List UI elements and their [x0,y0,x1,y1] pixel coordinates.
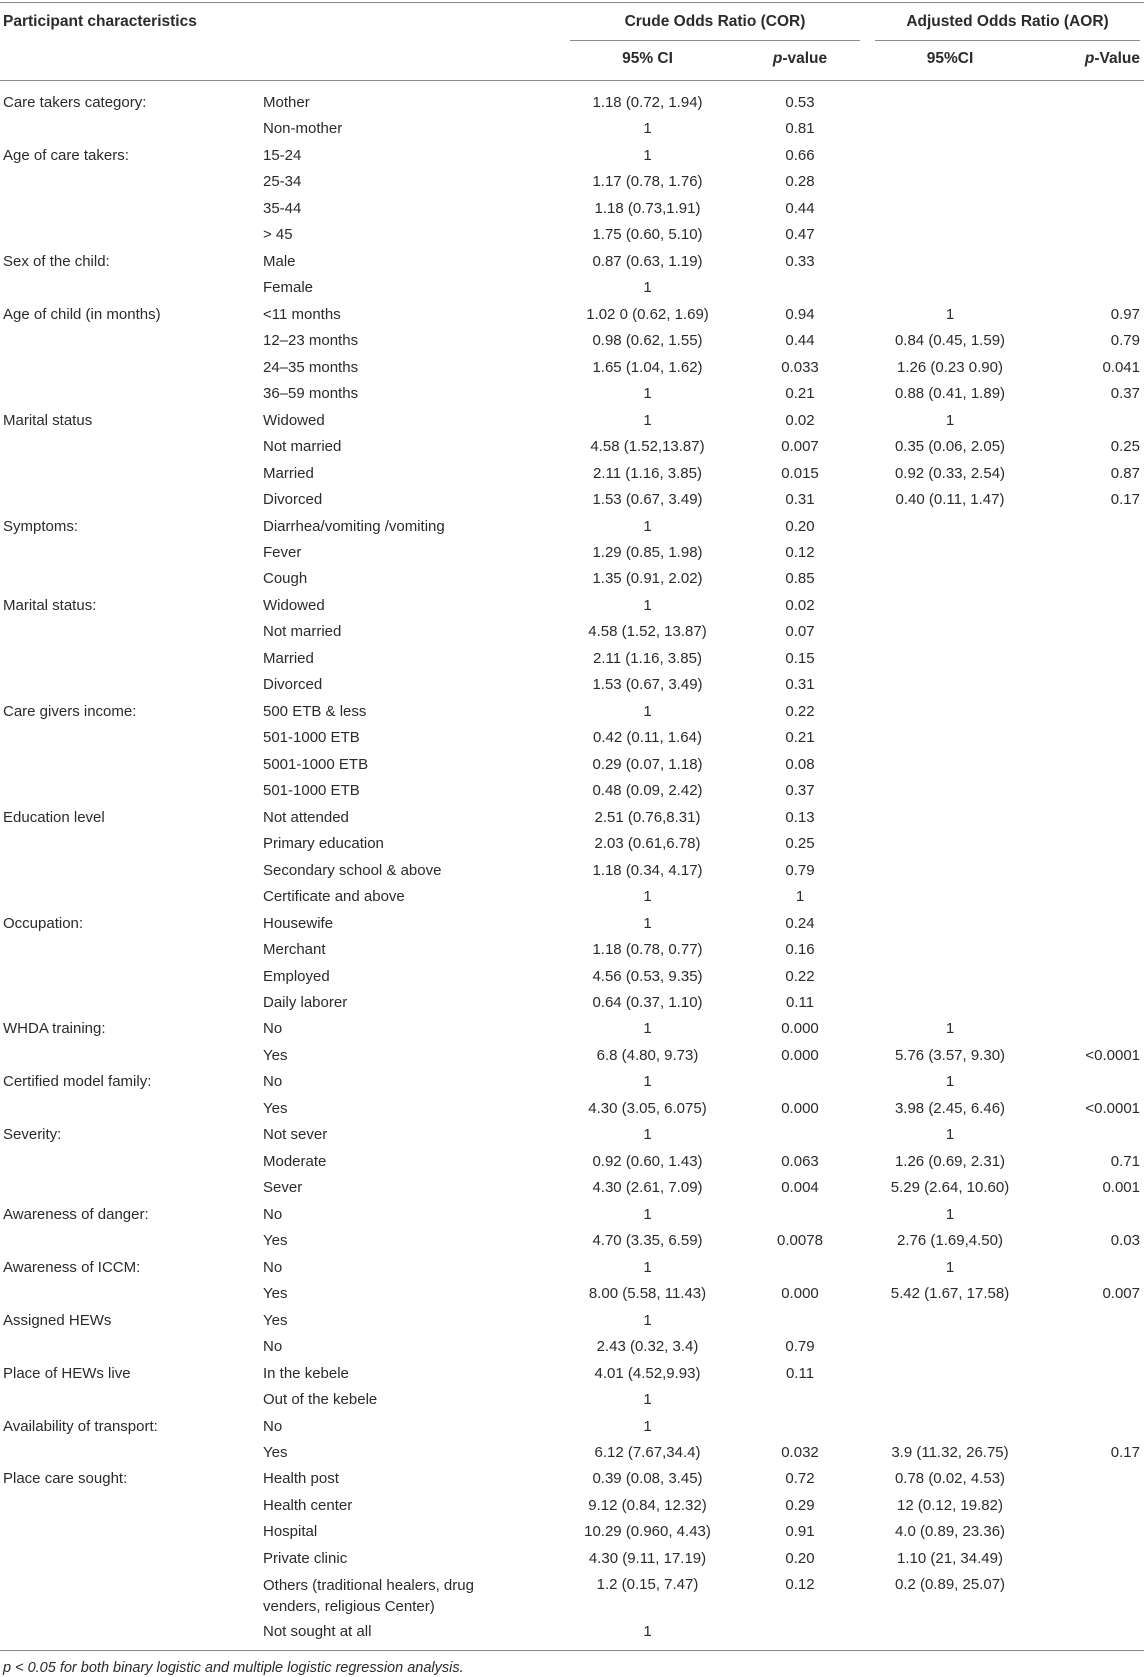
table-row [0,90,1144,116]
cor-pvalue-cell: 0.47 [785,226,815,244]
cor-pvalue-cell: 0.063 [781,1152,819,1170]
cor-ci-cell: 1.29 (0.85, 1.98) [592,543,703,561]
row-subcategory: 5001-1000 ETB [263,755,369,773]
row-group-label: Education level [3,808,105,826]
row-subcategory: Daily laborer [263,993,348,1011]
cor-pvalue-cell: 0.94 [785,305,815,323]
row-subcategory: 501-1000 ETB [263,782,360,800]
table-row [0,1414,1144,1440]
cor-pvalue-cell: 0.81 [785,120,815,138]
row-subcategory: Primary education [263,835,384,853]
aor-pvalue-cell: 0.97 [1110,305,1140,323]
cor-pvalue-cell: 0.85 [785,570,815,588]
row-subcategory: Not sever [263,1126,328,1144]
table-row [0,831,1144,857]
cor-pvalue-cell: 0.12 [785,1576,815,1594]
table-row [0,1361,1144,1387]
cor-ci-cell: 4.30 (3.05, 6.075) [588,1099,707,1117]
cor-ci-cell: 9.12 (0.84, 12.32) [588,1496,707,1514]
cor-ci-cell: 0.39 (0.08, 3.45) [592,1470,703,1488]
table-row [0,1334,1144,1360]
table-row [0,302,1144,328]
row-subcategory: Female [263,279,314,297]
cor-pvalue-cell: 0.37 [785,782,815,800]
cor-ci-cell: 0.98 (0.62, 1.55) [592,332,703,350]
row-subcategory: Hospital [263,1523,318,1541]
aor-ci-cell: 5.42 (1.67, 17.58) [890,1285,1010,1303]
aor-pvalue-cell: 0.79 [1110,332,1140,350]
cor-pvalue-cell: 0.20 [785,1549,815,1567]
row-subcategory: Widowed [263,596,325,614]
cor-ci-cell: 1 [643,1622,652,1640]
cor-ci-cell: 2.11 (1.16, 3.85) [593,649,702,667]
cor-ci-cell: 2.43 (0.32, 3.4) [596,1338,699,1356]
table-row [0,196,1144,222]
cor-pvalue-cell: 0.15 [785,649,815,667]
table-row [0,1281,1144,1307]
table-row [0,699,1144,725]
table-row [0,1149,1144,1175]
row-subcategory: Not attended [263,808,349,826]
row-group-label: Certified model family: [3,1073,152,1091]
cor-ci-cell: 0.48 (0.09, 2.42) [592,782,703,800]
row-subcategory: Yes [263,1285,288,1303]
cor-ci-cell: 8.00 (5.58, 11.43) [588,1285,707,1303]
cor-ci-cell: 1.53 (0.67, 3.49) [592,491,703,509]
row-group-label: Awareness of danger: [3,1205,149,1223]
table-row [0,381,1144,407]
table-row [0,1202,1144,1228]
cor-pvalue-cell: 1 [795,888,805,906]
row-subcategory: Fever [263,543,302,561]
row-subcategory: Private clinic [263,1549,348,1567]
cor-pvalue-cell: 0.004 [781,1179,819,1197]
header-cor-p-italic: p [772,50,783,67]
row-subcategory: Cough [263,570,308,588]
table-row [0,884,1144,910]
cor-ci-cell: 1.75 (0.60, 5.10) [592,226,703,244]
table-row [0,1122,1144,1148]
row-group-label: Assigned HEWs [3,1311,112,1329]
cor-pvalue-cell: 0.31 [785,491,815,509]
row-subcategory: No [263,1338,283,1356]
aor-pvalue-cell: <0.0001 [1085,1099,1140,1117]
cor-ci-cell: 4.58 (1.52, 13.87) [588,623,707,641]
row-subcategory: Not married [263,623,342,641]
cor-pvalue-cell: 0.000 [781,1099,819,1117]
aor-ci-cell: 3.98 (2.45, 6.46) [894,1099,1006,1117]
table-row [0,143,1144,169]
cor-ci-cell: 1 [643,596,652,614]
table-row [0,1546,1144,1572]
header-aor-ci: 95%CI [926,50,974,67]
table-row [0,1387,1144,1413]
row-subcategory: Moderate [263,1152,327,1170]
row-subcategory: Male [263,252,296,270]
cor-ci-cell: 1.2 (0.15, 7.47) [596,1576,699,1594]
table-row [0,725,1144,751]
cor-ci-cell: 1 [643,279,652,297]
cor-pvalue-cell: 0.02 [785,596,815,614]
cor-ci-cell: 2.03 (0.61,6.78) [594,835,701,853]
table-row [0,672,1144,698]
table-row [0,646,1144,672]
table-row [0,487,1144,513]
cor-ci-cell: 1 [643,914,652,932]
cor-ci-cell: 2.11 (1.16, 3.85) [593,464,702,482]
cor-pvalue-cell: 0.44 [785,199,815,217]
table-row [0,1069,1144,1095]
cor-ci-cell: 1.65 (1.04, 1.62) [592,358,703,376]
table-row [0,222,1144,248]
row-group-label: Symptoms: [3,517,79,535]
cor-group-rule [570,40,860,41]
cor-ci-cell: 1.18 (0.73,1.91) [594,199,701,217]
row-subcategory: Diarrhea/vomiting /vomiting [263,517,445,535]
row-subcategory: 36–59 months [263,385,359,403]
row-group-label: Sex of the child: [3,252,110,270]
row-subcategory: Non-mother [263,120,343,138]
header-crude-odds-ratio: Crude Odds Ratio (COR) [624,13,806,30]
cor-ci-cell: 1.17 (0.78, 1.76) [592,173,703,191]
cor-pvalue-cell: 0.53 [785,94,815,111]
cor-ci-cell: 1.35 (0.91, 2.02) [592,570,703,588]
table-row [0,911,1144,937]
cor-pvalue-cell: 0.91 [785,1523,815,1541]
table-row [0,514,1144,540]
aor-pvalue-cell: 0.37 [1110,385,1140,403]
header-aor-p-rest: -Value [1094,50,1140,67]
aor-ci-cell: 12 (0.12, 19.82) [897,1496,1003,1514]
row-group-label: Marital status [3,411,93,429]
header-bottom-rule [0,80,1144,81]
cor-ci-cell: 2.51 (0.76,8.31) [594,808,701,826]
table-row [0,1619,1144,1645]
table-row [0,408,1144,434]
cor-pvalue-cell: 0.33 [785,252,815,270]
row-subcategory: In the kebele [263,1364,349,1382]
row-subcategory: Health center [263,1496,353,1514]
cor-pvalue-cell: 0.13 [785,808,815,826]
row-subcategory: No [263,1258,283,1276]
table-row [0,858,1144,884]
table-row [0,964,1144,990]
row-group-label: WHDA training: [3,1020,106,1038]
row-subcategory: Out of the kebele [263,1391,378,1409]
row-subcategory: 500 ETB & less [263,702,367,720]
row-subcategory: Yes [263,1443,288,1461]
top-rule [0,2,1144,3]
aor-pvalue-cell: 0.041 [1102,358,1140,376]
row-subcategory: No [263,1417,283,1435]
aor-ci-cell: 1 [945,1258,955,1276]
cor-pvalue-cell: 0.22 [785,967,815,985]
aor-ci-cell: 1 [945,1020,955,1038]
cor-ci-cell: 1.18 (0.34, 4.17) [592,861,703,879]
cor-pvalue-cell: 0.015 [781,464,819,482]
row-subcategory: Widowed [263,411,325,429]
cor-ci-cell: 4.70 (3.35, 6.59) [592,1232,703,1250]
row-subcategory: Yes [263,1046,288,1064]
cor-pvalue-cell: 0.66 [785,146,815,164]
cor-ci-cell: 0.64 (0.37, 1.10) [592,993,703,1011]
cor-ci-cell: 1 [643,1126,652,1144]
cor-ci-cell: 1 [643,1258,652,1276]
table-row [0,1308,1144,1334]
cor-pvalue-cell: 0.0078 [777,1232,823,1250]
cor-pvalue-cell: 0.72 [785,1470,815,1488]
aor-ci-cell: 0.84 (0.45, 1.59) [894,332,1006,350]
table-row [0,937,1144,963]
cor-pvalue-cell: 0.44 [785,332,815,350]
row-subcategory: Yes [263,1099,288,1117]
table-row [0,461,1144,487]
row-group-label: Age of care takers: [3,146,129,164]
aor-pvalue-cell: <0.0001 [1085,1046,1140,1064]
row-subcategory: Sever [263,1179,303,1197]
cor-pvalue-cell: 0.032 [781,1443,819,1461]
row-group-label: Place care sought: [3,1470,128,1488]
cor-pvalue-cell: 0.033 [781,358,819,376]
bottom-rule [0,1650,1144,1651]
aor-ci-cell: 0.35 (0.06, 2.05) [894,438,1006,456]
row-group-label: Awareness of ICCM: [3,1258,141,1276]
table-row [0,778,1144,804]
table-row [0,1043,1144,1069]
table-row [0,1016,1144,1042]
aor-ci-cell: 1 [945,411,955,429]
row-subcategory: <11 months [263,305,341,323]
row-subcategory: 35-44 [263,199,302,217]
cor-ci-cell: 6.8 (4.80, 9.73) [596,1046,699,1064]
aor-ci-cell: 1.26 (0.23 0.90) [897,358,1003,376]
row-subcategory: Not sought at all [263,1622,372,1640]
cor-pvalue-cell: 0.000 [781,1020,819,1038]
table-row [0,566,1144,592]
cor-ci-cell: 1 [643,411,652,429]
aor-ci-cell: 1 [945,305,955,323]
footnote: p < 0.05 for both binary logistic and multiple logistic regression analysis. [3,1660,464,1676]
cor-ci-cell: 1 [643,1073,652,1091]
row-subcategory: Not married [263,438,342,456]
table-row [0,805,1144,831]
row-group-label: Marital status: [3,596,97,614]
aor-ci-cell: 1 [945,1205,955,1223]
cor-pvalue-cell: 0.11 [785,1364,815,1382]
cor-pvalue-cell: 0.25 [785,835,815,853]
table-row [0,169,1144,195]
aor-pvalue-cell: 0.17 [1110,1443,1140,1461]
row-subcategory: Yes [263,1311,288,1329]
table-row [0,990,1144,1016]
row-subcategory: Married [263,649,314,667]
header-aor-pvalue [1040,50,1140,68]
header-adjusted-odds-ratio: Adjusted Odds Ratio (AOR) [906,13,1109,30]
aor-ci-cell: 1.10 (21, 34.49) [897,1549,1003,1567]
cor-ci-cell: 4.30 (9.11, 17.19) [588,1549,707,1567]
cor-ci-cell: 1 [643,1311,652,1329]
cor-pvalue-cell: 0.24 [785,914,815,932]
cor-ci-cell: 1 [643,517,652,535]
table-row [0,1493,1144,1519]
cor-ci-cell: 0.29 (0.07, 1.18) [592,755,703,773]
row-subcategory: Health post [263,1470,339,1488]
cor-pvalue-cell: 0.20 [785,517,815,535]
header-participant-characteristics: Participant characteristics [3,13,197,30]
aor-ci-cell: 1 [945,1073,955,1091]
row-subcategory: Divorced [263,676,323,694]
aor-ci-cell: 0.78 (0.02, 4.53) [894,1470,1006,1488]
cor-ci-cell: 0.87 (0.63, 1.19) [592,252,703,270]
row-subcategory: No [263,1073,283,1091]
table-row [0,328,1144,354]
row-subcategory: 24–35 months [263,358,359,376]
table-row [0,116,1144,142]
cor-pvalue-cell: 0.007 [781,438,819,456]
aor-ci-cell: 1 [945,1126,955,1144]
table-row [0,752,1144,778]
row-subcategory: 25-34 [263,173,302,191]
cor-ci-cell: 1 [643,702,652,720]
table-row [0,355,1144,381]
cor-pvalue-cell: 0.21 [785,729,815,747]
row-subcategory: 12–23 months [263,332,359,350]
row-subcategory: Yes [263,1232,288,1250]
table-row [0,249,1144,275]
cor-pvalue-cell: 0.000 [781,1285,819,1303]
row-group-label: Care takers category: [3,94,147,111]
cor-ci-cell: 1 [643,120,652,138]
cor-pvalue-cell: 0.28 [785,173,815,191]
aor-pvalue-cell: 0.25 [1110,438,1140,456]
row-subcategory: Mother [263,94,310,111]
cor-ci-cell: 0.92 (0.60, 1.43) [592,1152,703,1170]
cor-pvalue-cell: 0.79 [785,861,815,879]
table-row [0,1440,1144,1466]
row-group-label: Occupation: [3,914,84,932]
cor-ci-cell: 4.58 (1.52,13.87) [590,438,705,456]
table-row [0,1255,1144,1281]
aor-ci-cell: 1.26 (0.69, 2.31) [894,1152,1006,1170]
aor-ci-cell: 0.40 (0.11, 1.47) [895,491,1005,509]
table-row [0,1572,1144,1616]
aor-pvalue-cell: 0.001 [1102,1179,1140,1197]
table-row [0,275,1144,301]
table-row [0,1466,1144,1492]
cor-ci-cell: 1 [643,385,652,403]
cor-pvalue-cell: 0.29 [785,1496,815,1514]
cor-pvalue-cell: 0.02 [785,411,815,429]
header-cor-ci: 95% CI [622,50,673,67]
row-subcategory: Housewife [263,914,334,932]
table-row [0,619,1144,645]
row-group-label: Severity: [3,1126,62,1144]
table-row [0,434,1144,460]
cor-ci-cell: 1 [643,146,652,164]
cor-pvalue-cell: 0.07 [785,623,815,641]
aor-ci-cell: 0.88 (0.41, 1.89) [894,385,1006,403]
table-row [0,1228,1144,1254]
aor-pvalue-cell: 0.87 [1110,464,1140,482]
aor-pvalue-cell: 0.17 [1110,491,1140,509]
row-subcategory: 501-1000 ETB [263,729,360,747]
cor-ci-cell: 1 [643,1205,652,1223]
cor-pvalue-cell: 0.000 [781,1046,819,1064]
aor-ci-cell: 5.76 (3.57, 9.30) [894,1046,1006,1064]
table-row [0,540,1144,566]
cor-ci-cell: 0.42 (0.11, 1.64) [593,729,702,747]
cor-ci-cell: 1.18 (0.72, 1.94) [592,94,703,111]
cor-pvalue-cell: 0.12 [785,543,815,561]
table-row [0,593,1144,619]
aor-ci-cell: 0.2 (0.89, 25.07) [894,1576,1006,1594]
header-cor-p-rest: -value [782,50,828,67]
cor-pvalue-cell: 0.79 [785,1338,815,1356]
cor-ci-cell: 1.53 (0.67, 3.49) [592,676,703,694]
table-row [0,1519,1144,1545]
table-row [0,1175,1144,1201]
cor-pvalue-cell: 0.16 [785,941,815,959]
aor-ci-cell: 2.76 (1.69,4.50) [897,1232,1003,1250]
row-group-label: Place of HEWs live [3,1364,131,1382]
cor-ci-cell: 4.30 (2.61, 7.09) [592,1179,703,1197]
header-aor-p-italic: p [1084,50,1095,67]
cor-ci-cell: 1 [643,1020,652,1038]
cor-ci-cell: 10.29 (0.960, 4.43) [584,1523,711,1541]
row-subcategory: Merchant [263,941,326,959]
row-group-label: Care givers income: [3,702,137,720]
cor-pvalue-cell: 0.08 [785,755,815,773]
row-subcategory: Others (traditional healers, drug venders, religious Center) [263,1577,474,1616]
aor-ci-cell: 0.92 (0.33, 2.54) [894,464,1006,482]
aor-ci-cell: 5.29 (2.64, 10.60) [890,1179,1010,1197]
row-subcategory: No [263,1205,283,1223]
row-subcategory: 15-24 [263,146,302,164]
row-subcategory: Divorced [263,491,323,509]
aor-ci-cell: 4.0 (0.89, 23.36) [894,1523,1006,1541]
cor-ci-cell: 4.01 (4.52,9.93) [594,1364,701,1382]
cor-ci-cell: 1 [643,1417,652,1435]
cor-ci-cell: 1 [643,1391,652,1409]
cor-pvalue-cell: 0.11 [785,993,815,1011]
row-subcategory: Secondary school & above [263,861,442,879]
table-row [0,1096,1144,1122]
aor-pvalue-cell: 0.71 [1110,1152,1140,1170]
aor-ci-cell: 3.9 (11.32, 26.75) [891,1443,1009,1461]
cor-pvalue-cell: 0.31 [785,676,815,694]
row-subcategory: Employed [263,967,330,985]
aor-group-rule [875,40,1140,41]
row-group-label: Availability of transport: [3,1417,158,1435]
cor-ci-cell: 1 [643,888,652,906]
cor-ci-cell: 1.18 (0.78, 0.77) [592,941,703,959]
row-subcategory: Married [263,464,314,482]
header-cor-pvalue [745,50,855,68]
cor-pvalue-cell: 0.22 [785,702,815,720]
row-subcategory: No [263,1020,283,1038]
aor-pvalue-cell: 0.03 [1110,1232,1140,1250]
row-subcategory: > 45 [263,226,293,244]
row-group-label: Age of child (in months) [3,305,161,323]
cor-pvalue-cell: 0.21 [785,385,815,403]
cor-ci-cell: 4.56 (0.53, 9.35) [592,967,703,985]
row-subcategory: Certificate and above [263,888,405,906]
aor-pvalue-cell: 0.007 [1102,1285,1140,1303]
cor-ci-cell: 6.12 (7.67,34.4) [594,1443,701,1461]
cor-ci-cell: 1.02 0 (0.62, 1.69) [586,305,709,323]
